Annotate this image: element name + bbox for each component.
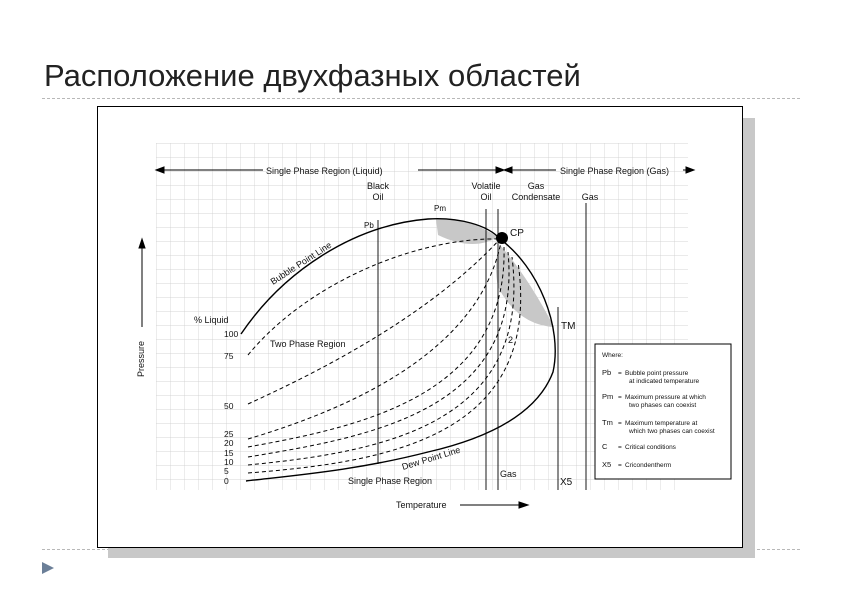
legend-text-tm-1: Maximum temperature at	[625, 420, 698, 427]
legend-eq-x5: =	[618, 462, 622, 469]
critical-point-marker	[496, 232, 508, 244]
level-15: 15	[224, 448, 234, 458]
level-5: 5	[224, 466, 229, 476]
inner-2-label: 2	[508, 335, 514, 345]
volatile-oil-label: Oil	[480, 192, 492, 202]
legend-sym-x5: X5	[602, 460, 612, 469]
legend-sym-c: C	[602, 442, 608, 451]
level-100: 100	[224, 329, 239, 339]
gas-condensate-label-1: Gas	[527, 181, 545, 191]
level-75: 75	[224, 351, 234, 361]
volatile-label: Volatile	[471, 181, 501, 191]
legend-sym-tm: Tm	[602, 418, 613, 427]
legend-text-pm-1: Maximum pressure at which	[625, 394, 706, 401]
phase-diagram	[98, 107, 742, 547]
level-25: 25	[224, 429, 234, 439]
bottom-region-label: Single Phase Region	[348, 476, 433, 486]
diagram-frame	[97, 106, 743, 548]
legend-sym-pb: Pb	[602, 368, 612, 377]
temperature-axis-label: Temperature	[396, 500, 447, 510]
legend-box	[595, 344, 731, 479]
legend-title: Where:	[602, 352, 623, 359]
liquid-pct-title: % Liquid	[194, 315, 229, 325]
gas-bottom-label: Gas	[500, 469, 517, 479]
legend-text-pm-2: two phases can coexist	[629, 402, 697, 409]
legend-eq-pb: =	[618, 370, 622, 377]
pb-label: Pb	[364, 221, 374, 230]
region-liquid-label: Single Phase Region (Liquid)	[266, 166, 383, 176]
legend-text-tm-2: which two phases can coexist	[629, 428, 715, 435]
tm-label: TM	[561, 321, 576, 332]
pressure-axis-label: Pressure	[136, 340, 146, 378]
two-phase-region-label: Two Phase Region	[270, 339, 346, 349]
bubble-point-line-label: Bubble Point Line	[268, 239, 334, 287]
x5-label: X5	[560, 477, 573, 488]
legend-sym-pm: Pm	[602, 392, 614, 401]
level-10: 10	[224, 457, 234, 467]
triangle-bullet-icon	[40, 560, 56, 576]
legend-eq-c: =	[618, 444, 622, 451]
dew-point-line-label: Dew Point Line	[400, 444, 462, 472]
level-20: 20	[224, 438, 234, 448]
level-50: 50	[224, 401, 234, 411]
black-oil-label: Oil	[372, 192, 384, 202]
legend-text-c: Critical conditions	[625, 444, 676, 451]
legend-text-pb-1: Bubble point pressure	[625, 370, 689, 377]
temperature-axis-arrow	[460, 502, 528, 508]
black-label: Black	[366, 181, 390, 191]
level-0: 0	[224, 476, 229, 486]
cp-label: CP	[510, 228, 524, 239]
gas-condensate-label-2: Condensate	[511, 192, 561, 202]
legend-eq-tm: =	[618, 420, 622, 427]
region-gas-label: Single Phase Region (Gas)	[560, 166, 670, 176]
legend-eq-pm: =	[618, 394, 622, 401]
slide-title: Расположение двухфазных областей	[44, 58, 581, 93]
legend-text-x5: Cricondentherm	[625, 462, 672, 469]
legend-text-pb-2: at indicated temperature	[629, 378, 700, 385]
pressure-axis-arrow	[139, 239, 145, 327]
title-divider	[42, 98, 800, 99]
pm-label: Pm	[434, 204, 446, 213]
gas-top-label: Gas	[581, 192, 599, 202]
